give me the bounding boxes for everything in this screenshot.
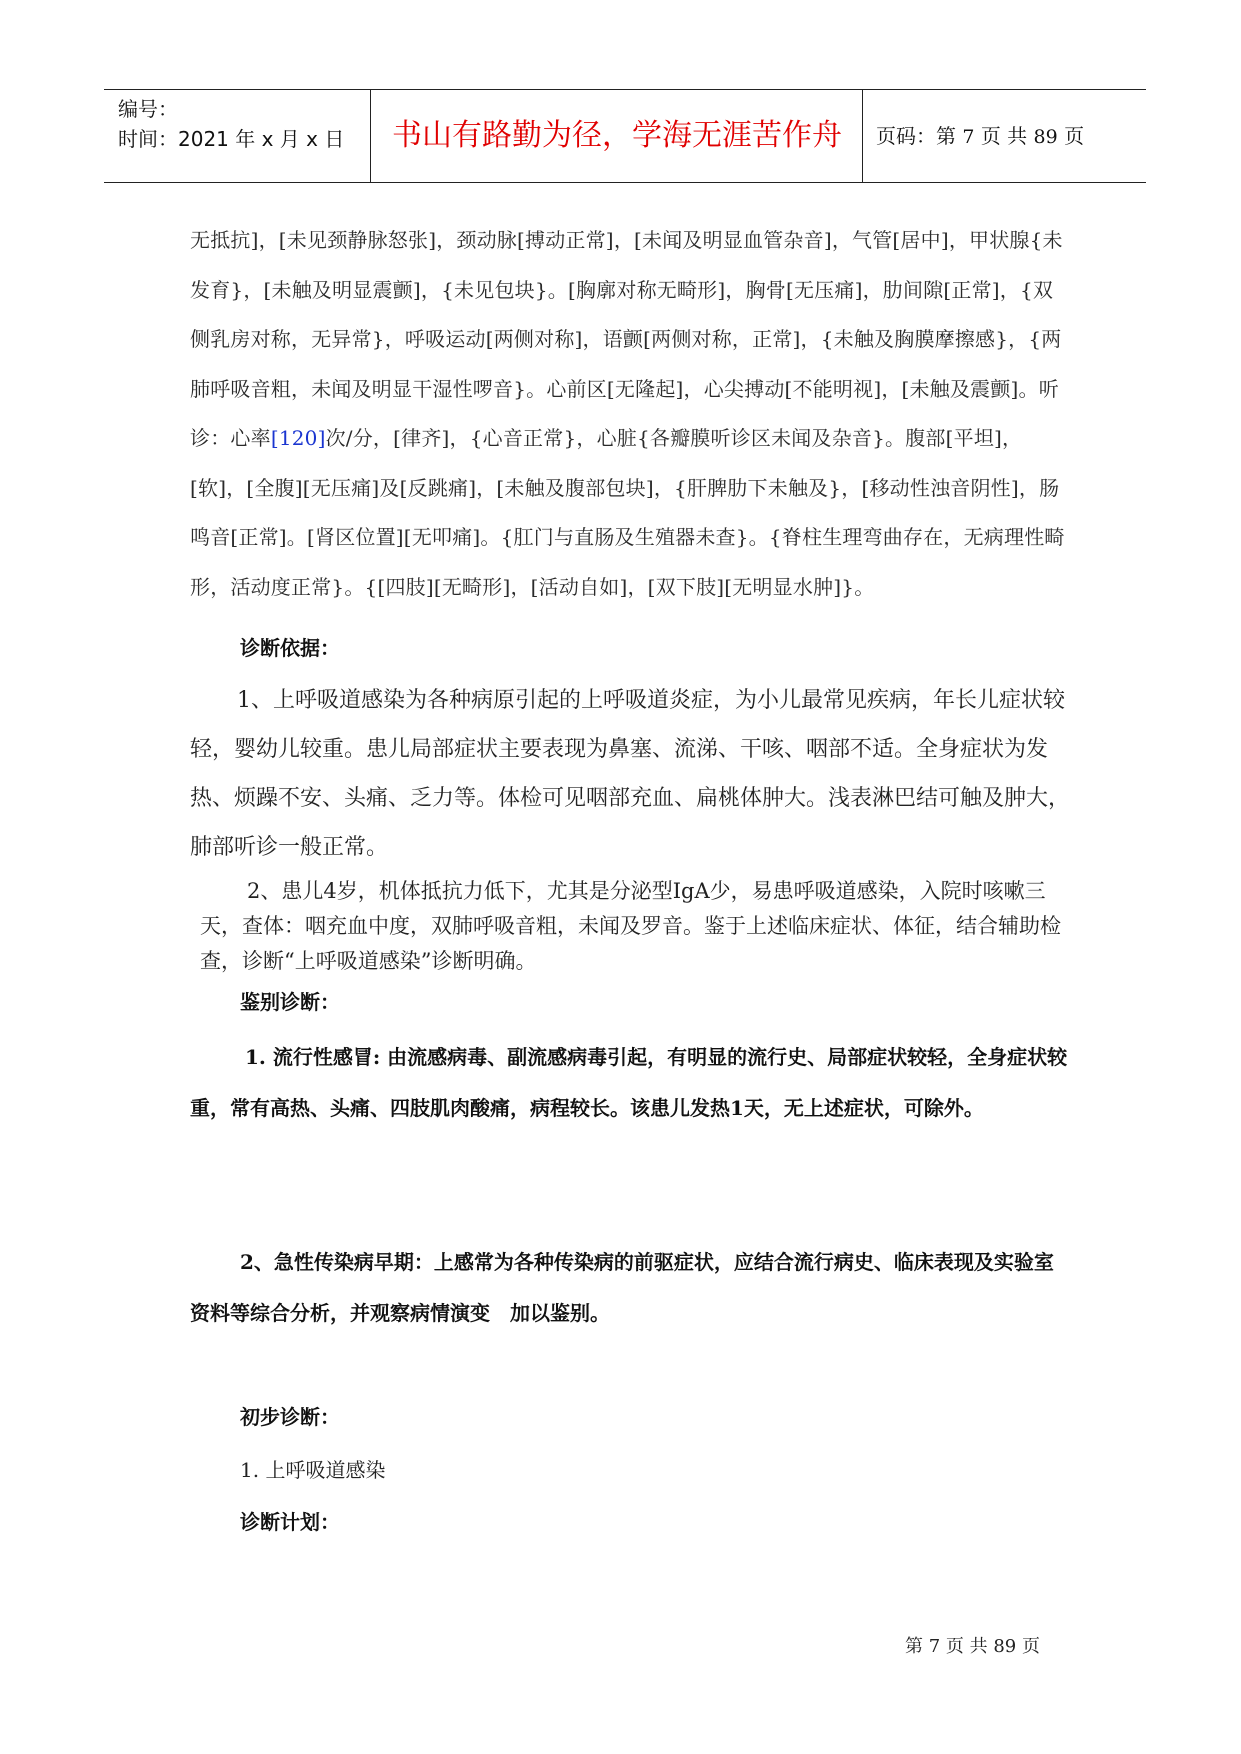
document-number-label: 编号： bbox=[118, 97, 178, 121]
diagnosis-basis-paragraph-2: 2、患儿4岁，机体抵抗力低下，尤其是分泌型IgA少，易患呼吸道感染，入院时咳嗽三天，查体：咽充血中度，双肺呼吸音粗，未闻及罗音。鉴于上述临床症状、体征，结合辅助检查，诊断“上呼吸道感染”诊断明确。 bbox=[200, 879, 1061, 973]
header-divider-left bbox=[370, 90, 371, 182]
header-divider-right bbox=[862, 90, 863, 182]
heart-rate-value: [120] bbox=[270, 426, 326, 450]
diagnosis-plan-heading: 诊断计划： bbox=[240, 1510, 340, 1534]
preliminary-diagnosis-item-1: 1. 上呼吸道感染 bbox=[240, 1458, 386, 1482]
exam-part-2: 次/分，[律齐]，{心音正常}，心脏{各瓣膜听诊区未闻及杂音}。腹部[平坦]，[软]，[全腹][无压痛]及[反跳痛]，[未触及腹部包块]，{肝脾肋下未触及}，[移动性浊音阴性]，肠鸣音[正常]。[肾区位置][无叩痛]。{肛门与直肠及生殖器未查}。{脊柱生理弯曲存在，无病理性畸形，活动度正常}。{[四肢][无畸形]，[活动自如]，[双下肢][无明显水肿]}。 bbox=[190, 426, 1065, 599]
document-time: 时间：2021 年 x 月 x 日 bbox=[118, 127, 345, 151]
page-current: 7 bbox=[962, 126, 975, 148]
diagnosis-basis-paragraph-1: 1、上呼吸道感染为各种病原引起的上呼吸道炎症，为小儿最常见疾病，年长儿症状较轻，婴幼儿较重。患儿局部症状主要表现为鼻塞、流涕、干咳、咽部不适。全身症状为发热、烦躁不安、头痛、乏力等。体检可见咽部充血、扁桃体肿大。浅表淋巴结可触及肿大，肺部听诊一般正常。 bbox=[190, 688, 1071, 860]
header-page-number bbox=[876, 118, 1084, 155]
exam-part-1: 无抵抗]，[未见颈静脉怒张]，颈动脉[搏动正常]，[未闻及明显血管杂音]，气管[居中]，甲状腺{未发育}，[未触及明显震颤]，{未见包块}。[胸廓对称无畸形]，胸骨[无压痛]，肋间隙[正常]，{双侧乳房对称，无异常}，呼吸运动[两侧对称]，语颤[两侧对称，正常]，{未触及胸膜摩擦感}，{两肺呼吸音粗，未闻及明显干湿性啰音}。心前区[无隆起]，心尖搏动[不能明视]，[未触及震颤]。听诊：心率 bbox=[190, 228, 1063, 450]
page-suffix: 页 bbox=[1064, 124, 1085, 148]
preliminary-diagnosis-heading: 初步诊断： bbox=[240, 1405, 340, 1429]
page-total: 89 bbox=[1033, 126, 1058, 148]
physical-exam-text bbox=[190, 216, 1070, 612]
document-body bbox=[190, 216, 1070, 1547]
diagnosis-basis-heading: 诊断依据： bbox=[240, 636, 340, 660]
page-header bbox=[104, 89, 1146, 183]
differential-heading: 鉴别诊断： bbox=[240, 990, 340, 1014]
page-mid: 页 共 bbox=[980, 124, 1028, 148]
page-prefix: 页码：第 bbox=[876, 124, 956, 148]
header-info bbox=[118, 94, 344, 154]
header-motto: 书山有路勤为径，学海无涯苦作舟 bbox=[392, 118, 842, 153]
page-footer: 第 7 页 共 89 页 bbox=[905, 1636, 1040, 1657]
differential-item-2: 2、急性传染病早期：上感常为各种传染病的前驱症状，应结合流行病史、临床表现及实验室资料等综合分析，并观察病情演变 加以鉴别。 bbox=[190, 1250, 1054, 1325]
differential-item-1: 1. 流行性感冒: 由流感病毒、副流感病毒引起，有明显的流行史、局部症状较轻，全身症状较重，常有高热、头痛、四肢肌肉酸痛，病程较长。该患儿发热1天，无上述症状，可除外。 bbox=[190, 1045, 1068, 1120]
